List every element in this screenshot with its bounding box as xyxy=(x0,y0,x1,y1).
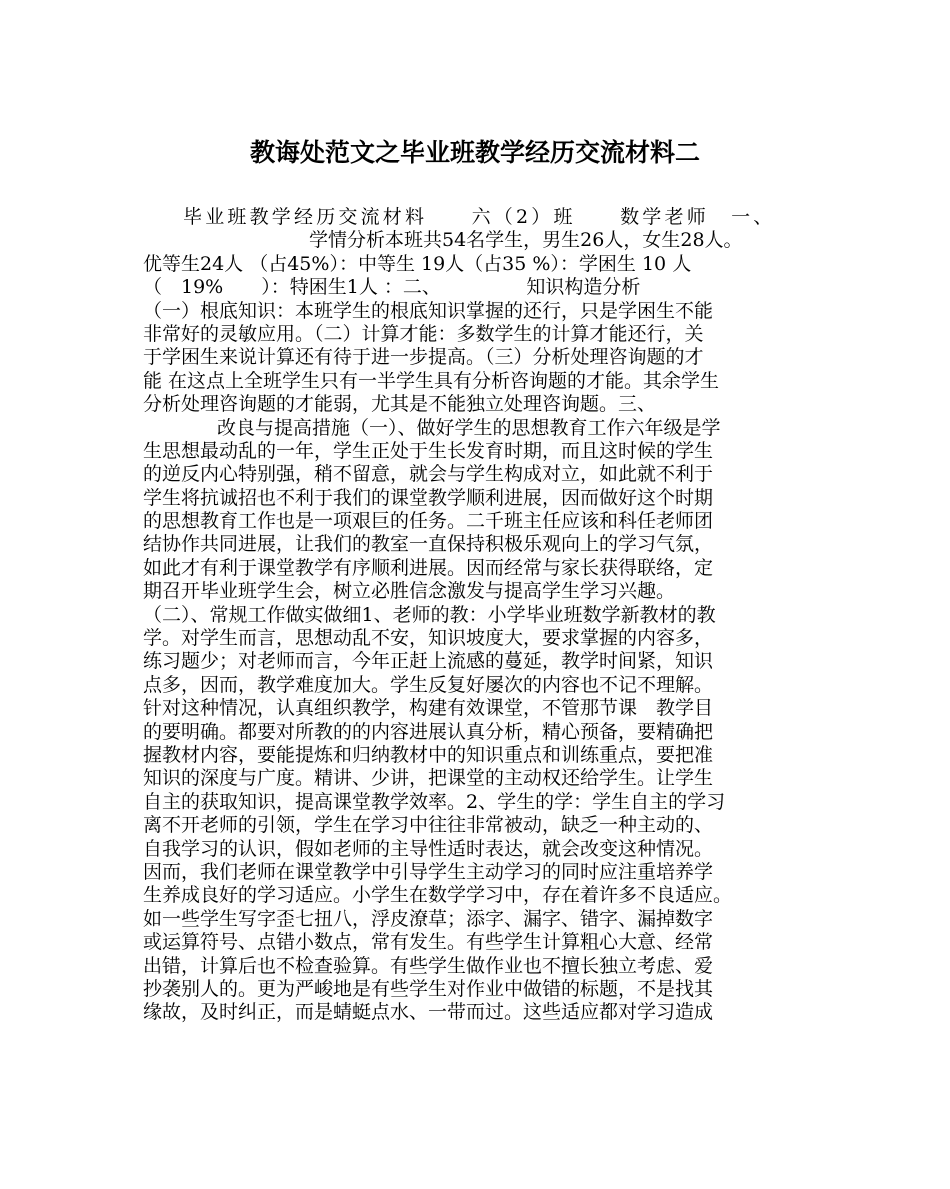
body-line: 离不开老师的引领，学生在学习中往往非常被动，缺乏一种主动的、 xyxy=(143,814,714,837)
body-line: 练习题少；对老师而言，今年正赶上流感的蔓延，教学时间紧，知识 xyxy=(143,650,714,673)
body-line: 生思想最动乱的一年，学生正处于生长发育时期，而且这时候的学生 xyxy=(143,439,714,462)
body-line: 优等生24人 （占45%）：中等生 19人（占35 %）：学困生 10 人 xyxy=(143,252,692,275)
body-line: 知识的深度与广度。精讲、少讲，把课堂的主动权还给学生。让学生 xyxy=(143,767,714,790)
body-line: 自主的获取知识，提高课堂教学效率。2、学生的学：学生自主的学习 xyxy=(143,790,726,813)
body-line: 因而，我们老师在课堂教学中引导学生主动学习的同时应注重培养学 xyxy=(143,860,714,883)
body-line: 的要明确。都要对所教的的内容进展认真分析，精心预备，要精确把 xyxy=(143,720,714,743)
body-line: 结协作共同进展，让我们的教室一直保持积极乐观向上的学习气氛， xyxy=(143,533,714,556)
body-line: 或运算符号、点错小数点，常有发生。有些学生计算粗心大意、经常 xyxy=(143,931,714,954)
body-line: 学情分析本班共54名学生，男生26人，女生28人。 xyxy=(309,229,743,252)
body-line: （二）、常规工作做实做细1、老师的教：小学毕业班数学新教材的教 xyxy=(143,603,716,626)
body-line: 学生将抗诚招也不利于我们的课堂教学顺利进展，因而做好这个时期 xyxy=(143,486,714,509)
body-line: （一）根底知识：本班学生的根底知识掌握的还行，只是学困生不能 xyxy=(143,299,714,322)
body-line: 非常好的灵敏应用。（二）计算才能：多数学生的计算才能还行，关 xyxy=(143,322,704,345)
document-body xyxy=(143,206,823,1025)
body-line: 握教材内容，要能提炼和归纳教材中的知识重点和训练重点，要把准 xyxy=(143,743,714,766)
body-line: 针对这种情况，认真组织教学，构建有效课堂，不管那节课 教学目 xyxy=(143,697,714,720)
body-line: 出错，计算后也不检查验算。有些学生做作业也不擅长独立考虑、爱 xyxy=(143,954,714,977)
body-line: 抄袭别人的。更为严峻地是有些学生对作业中做错的标题，不是找其 xyxy=(143,977,714,1000)
body-line: 如一些学生写字歪七扭八，浮皮潦草；添字、漏字、错字、漏掉数字 xyxy=(143,907,714,930)
body-line: 于学困生来说计算还有待于进一步提高。（三）分析处理咨询题的才 xyxy=(143,346,704,369)
body-line: 能 在这点上全班学生只有一半学生具有分析咨询题的才能。其余学生 xyxy=(143,369,720,392)
body-line: 自我学习的认识，假如老师的主导性适时表达，就会改变这种情况。 xyxy=(143,837,714,860)
document-title: 教诲处范文之毕业班教学经历交流材料二 xyxy=(249,138,700,167)
body-line: 的逆反内心特别强，稍不留意，就会与学生构成对立，如此就不利于 xyxy=(143,463,714,486)
body-line: 的思想教育工作也是一项艰巨的任务。二千班主任应该和科任老师团 xyxy=(143,510,714,533)
body-line: （ 19% ）：特困生1人 ：二、 知识构造分析 xyxy=(143,276,641,299)
body-line: 改良与提高措施（一）、做好学生的思想教育工作六年级是学 xyxy=(217,416,721,439)
body-line: 期召开毕业班学生会，树立必胜信念激发与提高学生学习兴趣。 xyxy=(143,580,676,603)
body-line: 分析处理咨询题的才能弱，尤其是不能独立处理咨询题。三、 xyxy=(143,393,657,416)
body-line: 生养成良好的学习适应。小学生在数学学习中，存在着许多不良适应。 xyxy=(143,884,733,907)
body-line: 毕业班教学经历交流材料 六（2）班 数学老师 一、 xyxy=(183,206,776,228)
body-line: 如此才有利于课堂教学有序顺利进展。因而经常与家长获得联络，定 xyxy=(143,556,714,579)
body-line: 学。对学生而言，思想动乱不安，知识坡度大，要求掌握的内容多， xyxy=(143,627,714,650)
body-line: 缘故，及时纠正，而是蜻蜓点水、一带而过。这些适应都对学习造成 xyxy=(143,1001,714,1024)
body-line: 点多，因而，教学难度加大。学生反复好屡次的内容也不记不理解。 xyxy=(143,673,714,696)
